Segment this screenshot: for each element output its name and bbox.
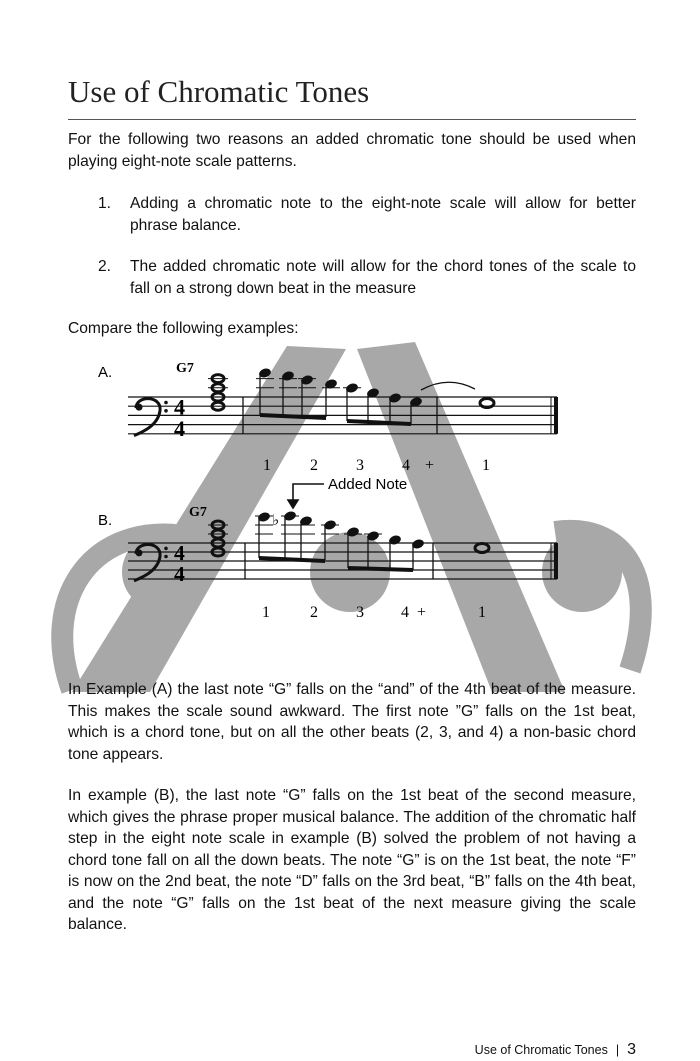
beat-number: 3: [356, 604, 364, 621]
final-barline: [554, 543, 558, 579]
music-examples: [0, 340, 700, 630]
list-text: Adding a chromatic note to the eight-note scale will allow for better phrase balance.: [130, 195, 636, 234]
intro-paragraph: For the following two reasons an added chromatic tone should be used when playing eight-note scale patterns.: [68, 131, 636, 170]
beat-number: 4: [401, 604, 409, 621]
beat-number: 3: [356, 457, 364, 474]
example-b-label: B.: [98, 512, 113, 529]
bass-clef-icon: [136, 549, 143, 556]
beat-number: 2: [310, 457, 318, 474]
bass-clef-dot: [164, 401, 168, 405]
list-number: 1.: [98, 195, 112, 212]
list-number: 2.: [98, 258, 112, 275]
page-number: 3: [627, 1041, 636, 1058]
page-title: Use of Chromatic Tones: [68, 74, 370, 109]
bass-clef-dot: [164, 409, 168, 413]
compare-label: Compare the following examples:: [68, 320, 299, 337]
example-a-chord: G7: [176, 361, 194, 376]
beat-number: 1: [263, 457, 271, 474]
staff-example-a: [128, 367, 558, 441]
note-beam: [259, 556, 325, 563]
paragraph-example-b: In example (B), the last note “G” falls on the 1st beat of the second measure, which gives the phrase proper musical balance. The addition of the chromatic half step in the eight note scale in example (B) solved the problem of not having a chord tone fall on all the down beats. The note “G” is on the 1st beat, the note “F” is now on the 2nd beat, the note “D” falls on the 3rd beat, “B” falls on the 4th beat, and the note “G” falls on the 1st beat of the next measure giving the scale balance.: [68, 787, 636, 933]
whole-note: [475, 544, 489, 553]
note-beam: [348, 566, 413, 572]
beat-number: 2: [310, 604, 318, 621]
example-a-label: A.: [98, 364, 113, 381]
time-signature-bottom: 4: [174, 415, 186, 441]
beat-number: +: [425, 457, 435, 474]
paragraph-example-a: In Example (A) the last note “G” falls on the “and” of the 4th beat of the measure. This makes the scale sound awkward. The first note ”G” falls on the 1st beat, which is a chord tone, but on all the other beats (2, 3, and 4) a non-basic chord tone appears.: [68, 681, 636, 763]
time-signature-bottom: 4: [174, 562, 185, 586]
beat-number: +: [417, 604, 427, 621]
bass-clef-icon: [136, 404, 143, 411]
added-note-arrow: [288, 484, 324, 508]
time-signature-top: 4: [174, 541, 185, 565]
time-signature-top: 4: [174, 394, 186, 420]
tie: [421, 382, 475, 390]
page-footer: [475, 1041, 636, 1059]
flat-sign-icon: ♭: [272, 511, 280, 529]
beat-number: 4: [402, 457, 410, 474]
whole-note: [480, 399, 494, 408]
beat-number: 1: [478, 604, 486, 621]
list-item: [98, 256, 636, 299]
list-item: [98, 193, 636, 236]
staff-example-b: [128, 510, 558, 586]
added-note-label: Added Note: [328, 476, 408, 493]
note-beam: [260, 413, 326, 420]
bass-clef-dot: [164, 547, 168, 551]
title-rule: [68, 119, 636, 120]
list-text: The added chromatic note will allow for the chord tones of the scale to fall on a strong down beat in the measure: [130, 258, 636, 297]
example-b-chord: G7: [189, 505, 207, 520]
footer-section: Use of Chromatic Tones: [474, 1043, 608, 1057]
beat-number: 1: [482, 457, 490, 474]
bass-clef-dot: [164, 555, 168, 559]
footer-separator: |: [615, 1043, 620, 1057]
beat-number: 1: [262, 604, 270, 621]
final-barline: [554, 397, 558, 434]
